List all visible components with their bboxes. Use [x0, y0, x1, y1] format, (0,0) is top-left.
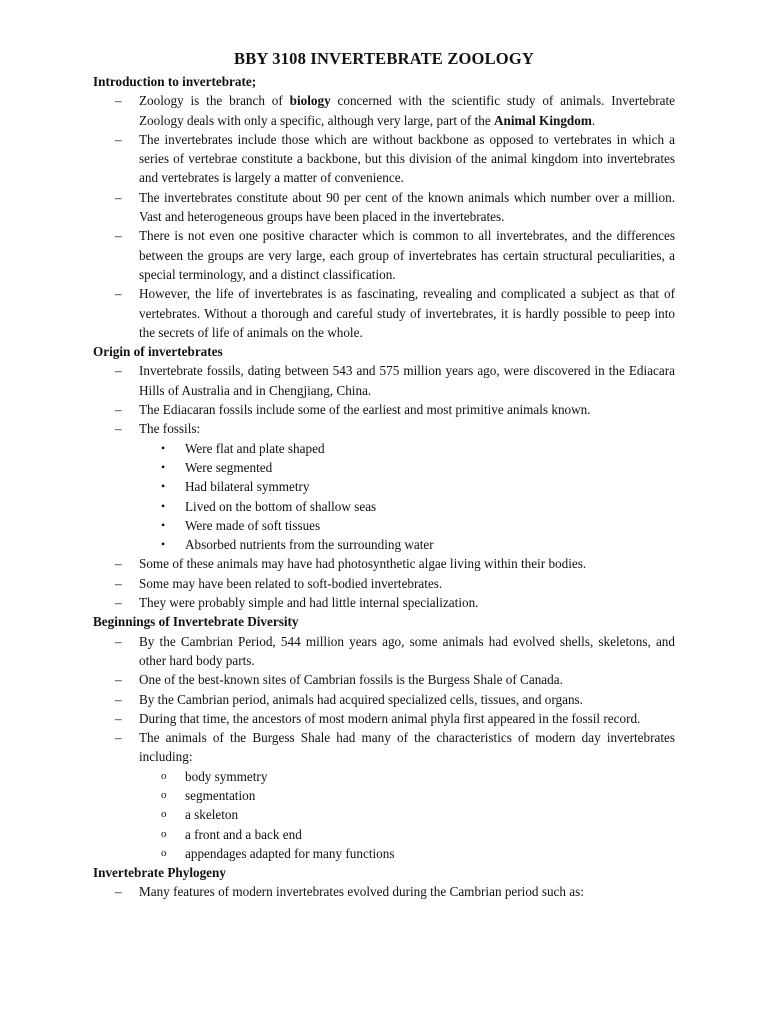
- circle-marker: o: [161, 769, 167, 782]
- sub-list-item-text: Were flat and plate shaped: [185, 440, 325, 456]
- sub-list-item: [139, 825, 675, 844]
- list-item-text: [139, 190, 675, 224]
- section-heading: Origin of invertebrates: [93, 344, 223, 360]
- list-item: [93, 882, 675, 901]
- text-run: The invertebrates constitute about 90 per cent of the known animals which number over a million. Vast and heterogeneous groups have been placed in the invertebrates.: [139, 189, 675, 225]
- dash-list: [93, 882, 675, 901]
- sub-list-item: [139, 805, 675, 824]
- list-item-text: [139, 132, 675, 186]
- sub-list-item: [139, 516, 675, 535]
- dash-marker: –: [115, 730, 122, 746]
- dash-marker: –: [115, 672, 122, 688]
- list-item: [93, 284, 675, 342]
- text-run: concerned with the scientific study of animals. Invertebrate Zoology deals with only a specific, although very large, part of the: [139, 93, 675, 128]
- bullet-marker: •: [161, 517, 166, 532]
- bullet-marker: •: [161, 479, 166, 494]
- text-run: The invertebrates include those which are without backbone as opposed to vertebrates in which a series of vertebrae constitute a backbone, but this division of the animal kingdom into invertebrates and vertebrates is largely a matter of convenience.: [139, 131, 675, 186]
- sub-list-item-text: Were segmented: [185, 459, 273, 475]
- text-run: One of the best-known sites of Cambrian fossils is the Burgess Shale of Canada.: [139, 672, 563, 688]
- dash-marker: –: [115, 575, 122, 591]
- dash-marker: –: [115, 228, 122, 244]
- sub-list-item: [139, 439, 675, 458]
- sub-list-item-text: Absorbed nutrients from the surrounding water: [185, 537, 434, 553]
- dash-marker: –: [115, 286, 122, 302]
- sub-list-item-text: segmentation: [185, 787, 256, 803]
- sub-list-item: [139, 477, 675, 496]
- sub-list-item-text: body symmetry: [185, 768, 268, 784]
- text-run: The fossils:: [139, 421, 201, 437]
- bullet-marker: •: [161, 498, 166, 513]
- list-item-text: [139, 634, 675, 668]
- text-run: Many features of modern invertebrates evolved during the Cambrian period such as:: [139, 884, 584, 900]
- circle-marker: o: [161, 846, 167, 859]
- sub-list-item: [139, 767, 675, 786]
- section-heading: Invertebrate Phylogeny: [93, 865, 226, 881]
- text-run: They were probably simple and had little internal specialization.: [139, 595, 479, 611]
- sub-list-item-text: Had bilateral symmetry: [185, 479, 310, 495]
- list-item: [93, 419, 675, 438]
- list-item-text: [139, 711, 640, 726]
- list-item: [93, 226, 675, 284]
- list-item-text: [139, 692, 583, 707]
- sub-list-item-text: appendages adapted for many functions: [185, 845, 395, 861]
- list-item: [93, 361, 675, 400]
- bold-term: Animal Kingdom: [494, 112, 592, 128]
- dash-list: [93, 361, 675, 612]
- circle-list: [139, 767, 675, 863]
- dash-marker: –: [115, 189, 122, 205]
- text-run: .: [591, 112, 596, 128]
- sub-list-item: [139, 458, 675, 477]
- text-run: Some may have been related to soft-bodied invertebrates.: [139, 575, 443, 591]
- dash-marker: –: [115, 93, 122, 109]
- list-item-text: [139, 402, 591, 417]
- bullet-list: [139, 439, 675, 555]
- dash-marker: –: [115, 595, 122, 611]
- text-run: Invertebrate fossils, dating between 543 and 575 million years ago, were discovered in the Ediacara Hills of Australia and in Chengjiang, China.: [139, 363, 675, 398]
- text-run: Some of these animals may have had photosynthetic algae living within their bodies.: [139, 556, 587, 572]
- dash-marker: –: [115, 421, 122, 437]
- list-item-text: [139, 556, 586, 571]
- list-item-text: [139, 730, 675, 764]
- bold-term: biology: [289, 93, 331, 109]
- list-item: [93, 400, 675, 419]
- bullet-marker: •: [161, 537, 166, 552]
- sub-list-item-text: Lived on the bottom of shallow seas: [185, 498, 377, 514]
- dash-marker: –: [115, 556, 122, 572]
- dash-marker: –: [115, 363, 122, 379]
- dash-list: [93, 632, 675, 864]
- list-item-text: [139, 228, 675, 282]
- bullet-marker: •: [161, 459, 166, 474]
- section-heading: Introduction to invertebrate;: [93, 74, 257, 89]
- sub-list-item: [139, 535, 675, 554]
- list-item: [93, 188, 675, 227]
- list-item: [93, 593, 675, 612]
- dash-marker: –: [115, 402, 122, 418]
- list-item: [93, 690, 675, 709]
- sub-list-item: [139, 844, 675, 863]
- text-run: The Ediacaran fossils include some of the earliest and most primitive animals known.: [139, 402, 591, 418]
- list-item: [93, 728, 675, 767]
- list-item-text: [139, 576, 442, 591]
- list-item-text: [139, 672, 563, 687]
- dash-list: [93, 91, 675, 342]
- sub-list-item-text: Were made of soft tissues: [185, 517, 321, 533]
- circle-marker: o: [161, 788, 167, 801]
- list-item-text: [139, 93, 675, 127]
- text-run: By the Cambrian period, animals had acquired specialized cells, tissues, and organs.: [139, 691, 583, 707]
- list-item-text: [139, 884, 584, 899]
- list-item: [93, 574, 675, 593]
- circle-marker: o: [161, 808, 167, 821]
- dash-marker: –: [115, 884, 122, 900]
- list-item: [93, 670, 675, 689]
- text-run: By the Cambrian Period, 544 million years ago, some animals had evolved shells, skeletons, and other hard body parts.: [139, 633, 675, 668]
- text-run: There is not even one positive character which is common to all invertebrates, and the differences between the groups are very large, each group of invertebrates has certain structural peculiarities, a special terminology, and a distinct classification.: [139, 228, 675, 282]
- section-heading: Beginnings of Invertebrate Diversity: [93, 614, 299, 630]
- text-run: During that time, the ancestors of most modern animal phyla first appeared in the fossil record.: [139, 710, 641, 726]
- document-title: BBY 3108 INVERTEBRATE ZOOLOGY: [234, 49, 534, 68]
- sub-list-wrapper: [93, 767, 675, 863]
- list-item-text: [139, 595, 478, 610]
- dash-marker: –: [115, 131, 122, 147]
- list-item-text: [139, 421, 200, 436]
- sub-list-item: [139, 497, 675, 516]
- list-item-text: [139, 363, 675, 397]
- list-item: [93, 709, 675, 728]
- text-run: The animals of the Burgess Shale had many of the characteristics of modern day invertebrates including:: [139, 730, 675, 765]
- list-item-text: [139, 286, 675, 340]
- list-item: [93, 554, 675, 573]
- bullet-marker: •: [161, 440, 166, 455]
- circle-marker: o: [161, 827, 167, 840]
- dash-marker: –: [115, 710, 122, 726]
- sub-list-item: [139, 786, 675, 805]
- sub-list-item-text: a skeleton: [185, 807, 239, 823]
- sub-list-wrapper: [93, 439, 675, 555]
- list-item: [93, 91, 675, 130]
- text-run: Zoology is the branch of: [139, 93, 290, 109]
- list-item: [93, 632, 675, 671]
- dash-marker: –: [115, 633, 122, 649]
- sub-list-item-text: a front and a back end: [185, 826, 302, 842]
- document-body: [93, 72, 675, 902]
- text-run: However, the life of invertebrates is as fascinating, revealing and complicated a subject as that of vertebrates. Without a thorough and careful study of invertebrates, it is hardly possible to peep into the secrets of life of animals on the whole.: [139, 286, 675, 340]
- list-item: [93, 130, 675, 188]
- dash-marker: –: [115, 691, 122, 707]
